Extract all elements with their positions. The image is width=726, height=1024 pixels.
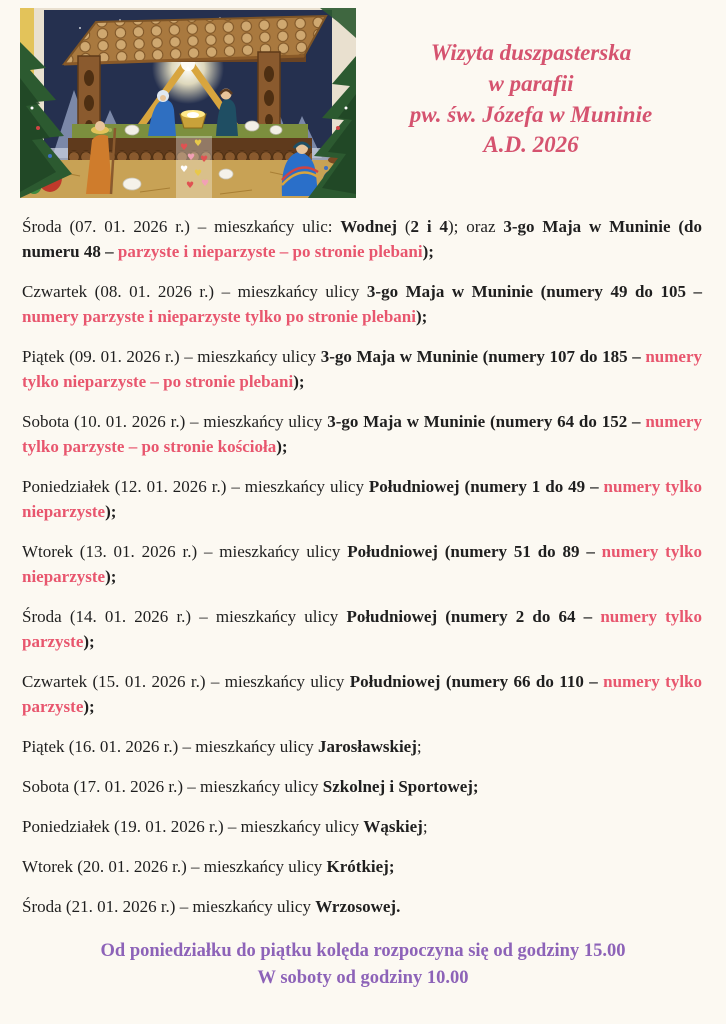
- svg-text:♥: ♥: [179, 165, 189, 175]
- schedule-text-segment: Wtorek (13. 01. 2026 r.) – mieszkańcy ulicy: [22, 542, 348, 561]
- schedule-entry: [22, 279, 702, 329]
- schedule-text-segment: numery parzyste i nieparzyste tylko po stronie plebani: [22, 307, 416, 326]
- svg-text:♥: ♥: [186, 153, 196, 163]
- schedule-text-segment: numery tylko parzyste: [22, 607, 702, 651]
- schedule-text-segment: Środa (21. 01. 2026 r.) – mieszkańcy ulicy: [22, 897, 316, 916]
- schedule-text-segment: ;: [422, 817, 428, 836]
- schedule-text-segment: Piątek (09. 01. 2026 r.) – mieszkańcy ulicy: [22, 347, 321, 366]
- schedule-text-segment: Południowej (numery 1 do 49 –: [368, 477, 604, 496]
- schedule-entry: [22, 604, 702, 654]
- schedule-text-segment: (: [397, 217, 411, 236]
- document-title: [356, 8, 706, 161]
- footer-line-1: Od poniedziałku do piątku kolęda rozpoczyna się od godziny 15.00: [100, 941, 626, 961]
- schedule-text-segment: Południowej (numery 51 do 89 –: [347, 542, 602, 561]
- schedule-text-segment: 2 i 4: [410, 217, 448, 236]
- schedule-text-segment: Wodnej: [340, 217, 398, 236]
- schedule-entry: [22, 409, 702, 459]
- title-line-4: A.D. 2026: [483, 132, 579, 158]
- schedule-entry: [22, 774, 702, 799]
- schedule-text-segment: );: [276, 437, 288, 456]
- schedule-text-segment: Jarosławskiej: [318, 737, 417, 756]
- schedule-text-segment: );: [83, 697, 95, 716]
- schedule-entry: [22, 894, 702, 919]
- schedule-text-segment: Południowej (numery 66 do 110 –: [349, 672, 604, 691]
- schedule-entry: [22, 344, 702, 394]
- schedule-text-segment: );: [415, 307, 428, 326]
- schedule-text-segment: 3-go Maja w Muninie (do numeru 48 –: [22, 217, 702, 261]
- schedule-text-segment: Wrzosowej.: [315, 897, 401, 916]
- svg-text:♥: ♥: [193, 139, 203, 149]
- svg-text:♥: ♥: [185, 181, 195, 191]
- nativity-scene-photo: [20, 8, 356, 198]
- schedule-text-segment: 3-go Maja w Muninie (numery 49 do 105 –: [366, 282, 702, 301]
- schedule-text-segment: numery tylko parzyste – po stronie kościoła: [22, 412, 702, 456]
- schedule-text-segment: Czwartek (08. 01. 2026 r.) – mieszkańcy ulicy: [22, 282, 367, 301]
- schedule-text-segment: Piątek (16. 01. 2026 r.) – mieszkańcy ulicy: [22, 737, 319, 756]
- schedule-entry: [22, 214, 702, 264]
- document-header: [0, 0, 726, 198]
- schedule-text-segment: Środa (07. 01. 2026 r.) – mieszkańcy ulic:: [22, 217, 341, 236]
- svg-text:♥: ♥: [200, 179, 210, 189]
- schedule-text-segment: parzyste i nieparzyste – po stronie plebani: [117, 242, 423, 261]
- schedule-entry: [22, 814, 702, 839]
- schedule-entry: [22, 854, 702, 879]
- footer-line-2: W soboty od godziny 10.00: [257, 968, 469, 988]
- schedule-text-segment: ); oraz: [448, 217, 504, 236]
- schedule-text-segment: Szkolnej i Sportowej;: [322, 777, 479, 796]
- schedule-text-segment: Poniedziałek (12. 01. 2026 r.) – mieszkańcy ulicy: [22, 477, 369, 496]
- title-line-2: w parafii: [488, 70, 574, 96]
- schedule-text-segment: );: [83, 632, 95, 651]
- schedule-text-segment: 3-go Maja w Muninie (numery 64 do 152 –: [327, 412, 646, 431]
- schedule-list: [0, 198, 726, 919]
- schedule-text-segment: Sobota (17. 01. 2026 r.) – mieszkańcy ulicy: [22, 777, 323, 796]
- schedule-text-segment: Wtorek (20. 01. 2026 r.) – mieszkańcy ulicy: [22, 857, 327, 876]
- schedule-entry: [22, 474, 702, 524]
- schedule-text-segment: Sobota (10. 01. 2026 r.) – mieszkańcy ulicy: [22, 412, 328, 431]
- schedule-text-segment: Południowej (numery 2 do 64 –: [346, 607, 601, 626]
- title-line-3: pw. św. Józefa w Muninie: [409, 101, 653, 127]
- schedule-entry: [22, 734, 702, 759]
- schedule-text-segment: Poniedziałek (19. 01. 2026 r.) – mieszkańcy ulicy: [22, 817, 364, 836]
- schedule-text-segment: );: [105, 567, 117, 586]
- schedule-text-segment: ;: [416, 737, 422, 756]
- title-line-1: Wizyta duszpasterska: [430, 40, 632, 65]
- schedule-text-segment: numery tylko nieparzyste: [22, 477, 702, 521]
- nativity-scene-illustration: [20, 8, 356, 198]
- schedule-text-segment: );: [422, 242, 434, 261]
- svg-text:♥: ♥: [193, 169, 203, 179]
- schedule-text-segment: );: [105, 502, 117, 521]
- schedule-entry: [22, 669, 702, 719]
- schedule-text-segment: numery tylko nieparzyste – po stronie plebani: [22, 347, 702, 391]
- schedule-text-segment: numery tylko nieparzyste: [22, 542, 702, 586]
- schedule-text-segment: Wąskiej: [363, 817, 423, 836]
- schedule-text-segment: Krótkiej;: [326, 857, 395, 876]
- schedule-text-segment: 3-go Maja w Muninie (numery 107 do 185 –: [320, 347, 646, 366]
- schedule-text-segment: numery tylko parzyste: [22, 672, 702, 716]
- schedule-text-segment: );: [293, 372, 305, 391]
- svg-text:♥: ♥: [199, 155, 209, 165]
- svg-text:♥: ♥: [179, 143, 189, 153]
- schedule-text-segment: Środa (14. 01. 2026 r.) – mieszkańcy ulicy: [22, 607, 347, 626]
- schedule-text-segment: Czwartek (15. 01. 2026 r.) – mieszkańcy ulicy: [22, 672, 350, 691]
- schedule-entry: [22, 539, 702, 589]
- footer-note: [0, 934, 726, 992]
